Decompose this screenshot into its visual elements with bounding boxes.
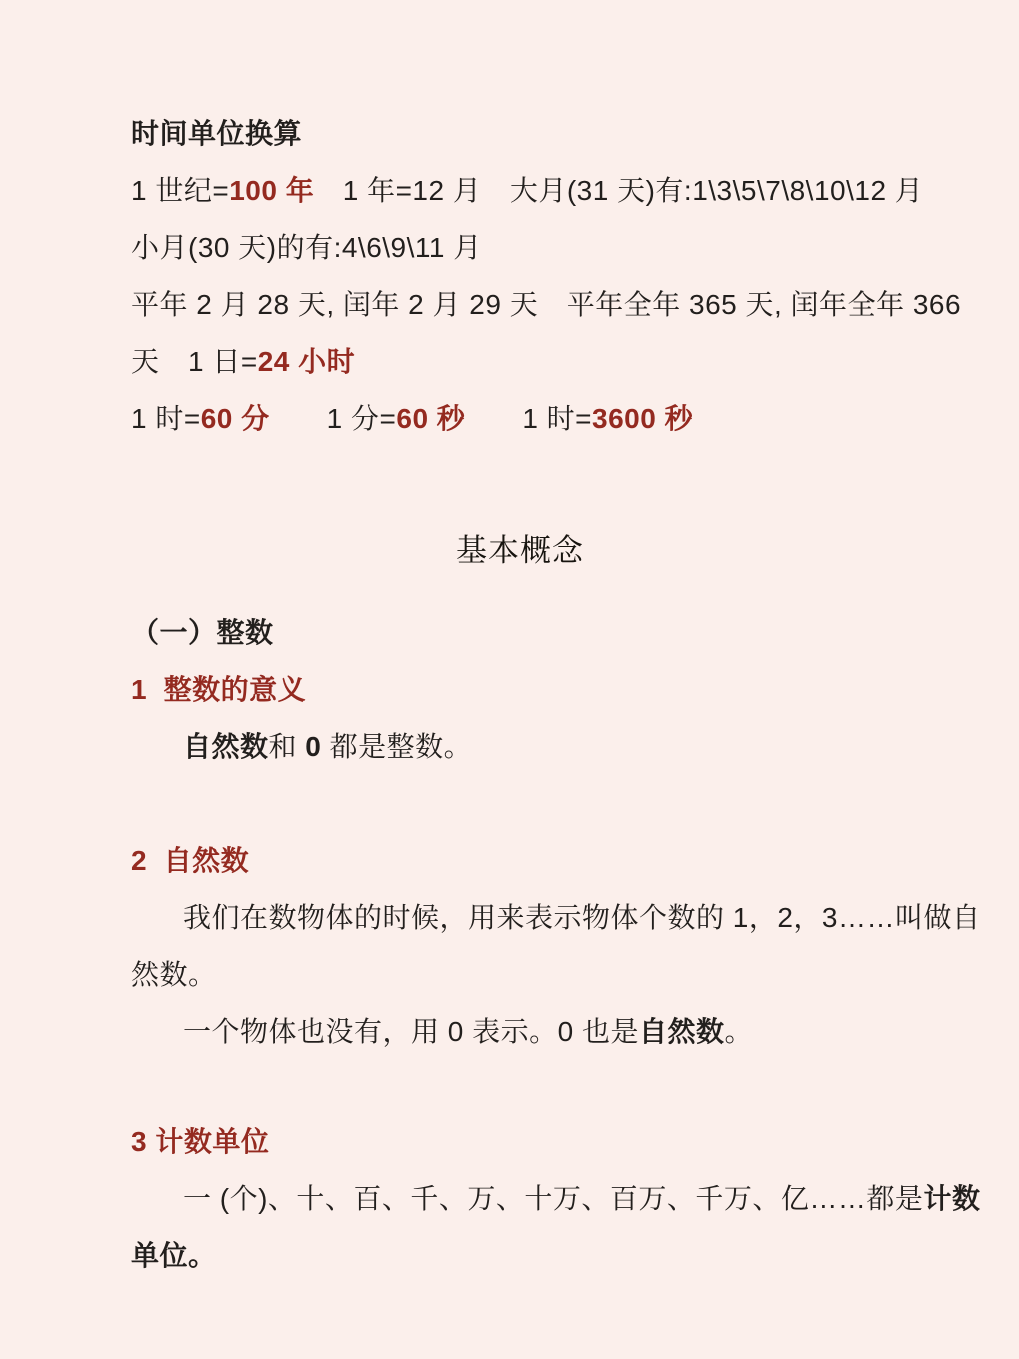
text-line xyxy=(131,718,909,775)
text-segment: 天 1 日= xyxy=(131,346,258,377)
text-segment: 1 时= xyxy=(465,403,593,434)
text-segment: 3600 秒 xyxy=(592,403,694,434)
text-segment: 自然数 xyxy=(638,1016,725,1047)
text-segment: 单位。 xyxy=(131,1240,217,1271)
text-segment: 我们在数物体的时候，用来表示物体个数的 1，2，3……叫做自 xyxy=(183,902,981,933)
text-segment: 1 世纪= xyxy=(131,175,230,206)
text-segment: 60 分 xyxy=(200,403,270,434)
text-line xyxy=(131,1227,909,1284)
text-line xyxy=(131,390,909,447)
section-integers xyxy=(131,604,909,775)
text-segment: 24 小时 xyxy=(257,346,356,377)
text-segment: 1 时= xyxy=(131,403,201,434)
text-line xyxy=(131,604,909,661)
text-segment: 1 分= xyxy=(269,403,397,434)
text-line xyxy=(131,162,924,219)
text-segment: 平年 2 月 28 天, 闰年 2 月 29 天 平年全年 365 天, 闰年全年 366 xyxy=(131,289,962,320)
section-natural-numbers xyxy=(131,832,981,1060)
section-counting-units xyxy=(131,1113,981,1284)
text-segment: 计数 xyxy=(923,1183,981,1214)
text-line xyxy=(131,1170,981,1227)
text-line xyxy=(131,276,962,333)
text-line xyxy=(131,889,981,946)
text-segment: 然数。 xyxy=(131,959,217,990)
text-segment: 时间单位换算 xyxy=(131,118,303,149)
text-segment: 。 xyxy=(724,1016,754,1047)
text-line xyxy=(131,1113,909,1170)
text-segment: 自然数 xyxy=(183,731,269,762)
text-segment: 1 年=12 月 大月(31 天)有:1\3\5\7\8\10\12 月 xyxy=(314,175,924,206)
text-line xyxy=(131,333,909,390)
section-time-units xyxy=(131,105,962,447)
text-line xyxy=(131,661,909,718)
text-segment: 小月(30 天)的有:4\6\9\11 月 xyxy=(131,232,482,263)
text-segment: 0 xyxy=(305,731,322,762)
text-segment: 1 整数的意义 xyxy=(131,674,307,705)
text-segment: 60 秒 xyxy=(396,403,466,434)
text-line xyxy=(131,832,909,889)
text-segment: 都是整数。 xyxy=(321,731,473,762)
page-title: 基本概念 xyxy=(456,533,584,568)
text-segment: 3 计数单位 xyxy=(131,1126,270,1157)
text-segment: 和 xyxy=(268,731,306,762)
text-segment: 一个物体也没有，用 0 表示。0 也是 xyxy=(183,1016,639,1047)
text-line xyxy=(131,1003,909,1060)
text-segment: 100 年 xyxy=(229,175,315,206)
text-line xyxy=(131,105,909,162)
text-line xyxy=(131,219,909,276)
text-segment: 一 (个)、十、百、千、万、十万、百万、千万、亿……都是 xyxy=(183,1183,924,1214)
text-segment: 2 自然数 xyxy=(131,845,250,876)
text-line xyxy=(131,946,909,1003)
text-segment: （一）整数 xyxy=(131,617,274,648)
